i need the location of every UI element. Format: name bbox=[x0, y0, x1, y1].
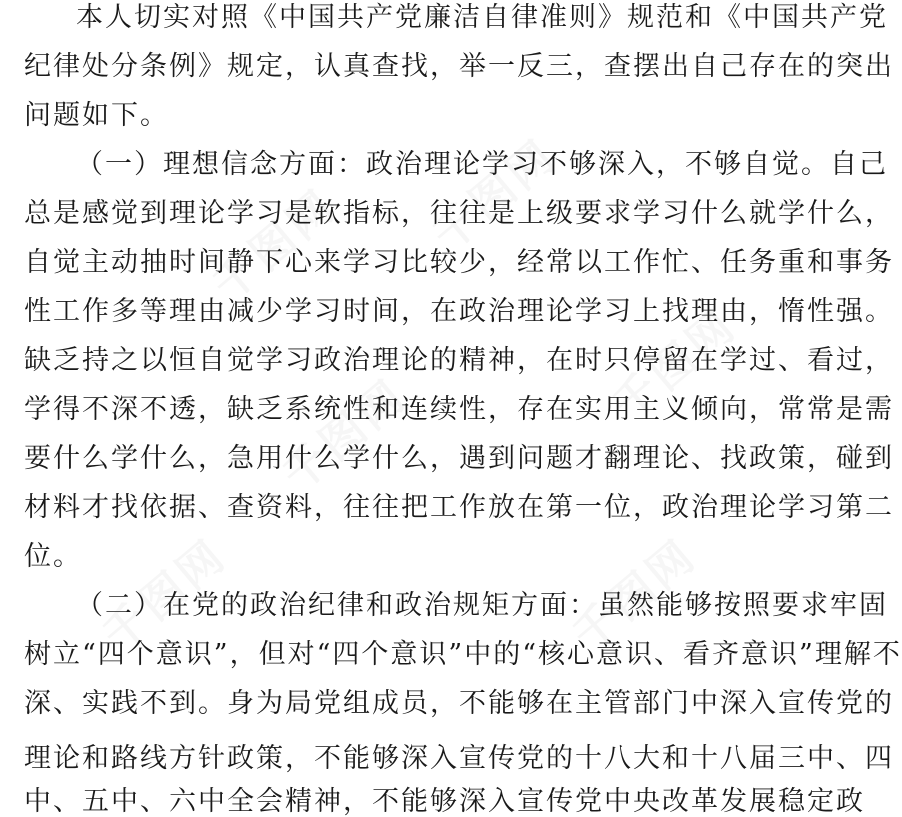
text-line: 树立“四个意识”，但对“四个意识”中的“核心意识、看齐意识”理解不 bbox=[24, 639, 902, 670]
text-line: 要什么学什么，急用什么学什么，遇到问题才翻理论、找政策，碰到 bbox=[24, 443, 894, 474]
text-line: 深、实践不到。身为局党组成员，不能够在主管部门中深入宣传党的 bbox=[24, 688, 894, 719]
text-line: 位。 bbox=[24, 541, 82, 572]
text-line: 纪律处分条例》规定，认真查找，举一反三，查摆出自己存在的突出 bbox=[24, 51, 894, 82]
text-line: 本人切实对照《中国共产党廉洁自律准则》规范和《中国共产党 bbox=[76, 2, 888, 33]
text-line: 材料才找依据、查资料，往往把工作放在第一位，政治理论学习第二 bbox=[24, 492, 894, 523]
watermark: 千图网 bbox=[423, 129, 567, 262]
text-line: （一）理想信念方面：政治理论学习不够深入，不够自觉。自己 bbox=[76, 149, 888, 180]
text-line: 学得不深不透，缺乏系统性和连续性，存在实用主义倾向，常常是需 bbox=[24, 394, 894, 425]
watermark: 千图网 bbox=[203, 179, 347, 312]
text-line: 性工作多等理由减少学习时间，在政治理论学习上找理由，惰性强。 bbox=[24, 296, 894, 327]
text-line: 自觉主动抽时间静下心来学习比较少，经常以工作忙、任务重和事务 bbox=[24, 247, 894, 278]
text-line: 缺乏持之以恒自觉学习政治理论的精神，在时只停留在学过、看过， bbox=[24, 345, 894, 376]
watermark: 千图网 bbox=[273, 369, 417, 502]
text-line: 中、五中、六中全会精神，不能够深入宣传党中央改革发展稳定政 bbox=[24, 786, 865, 817]
watermark: 千图网 bbox=[603, 299, 747, 432]
text-line: 问题如下。 bbox=[24, 100, 169, 131]
text-line: （二）在党的政治纪律和政治规矩方面：虽然能够按照要求牢固 bbox=[76, 590, 888, 621]
text-line: 理论和路线方针政策，不能够深入宣传党的十八大和十八届三中、四 bbox=[24, 743, 894, 774]
watermark: 千图网 bbox=[93, 529, 237, 662]
text-line: 总是感觉到理论学习是软指标，往往是上级要求学习什么就学什么， bbox=[24, 198, 894, 229]
watermark: 千图网 bbox=[563, 529, 707, 662]
